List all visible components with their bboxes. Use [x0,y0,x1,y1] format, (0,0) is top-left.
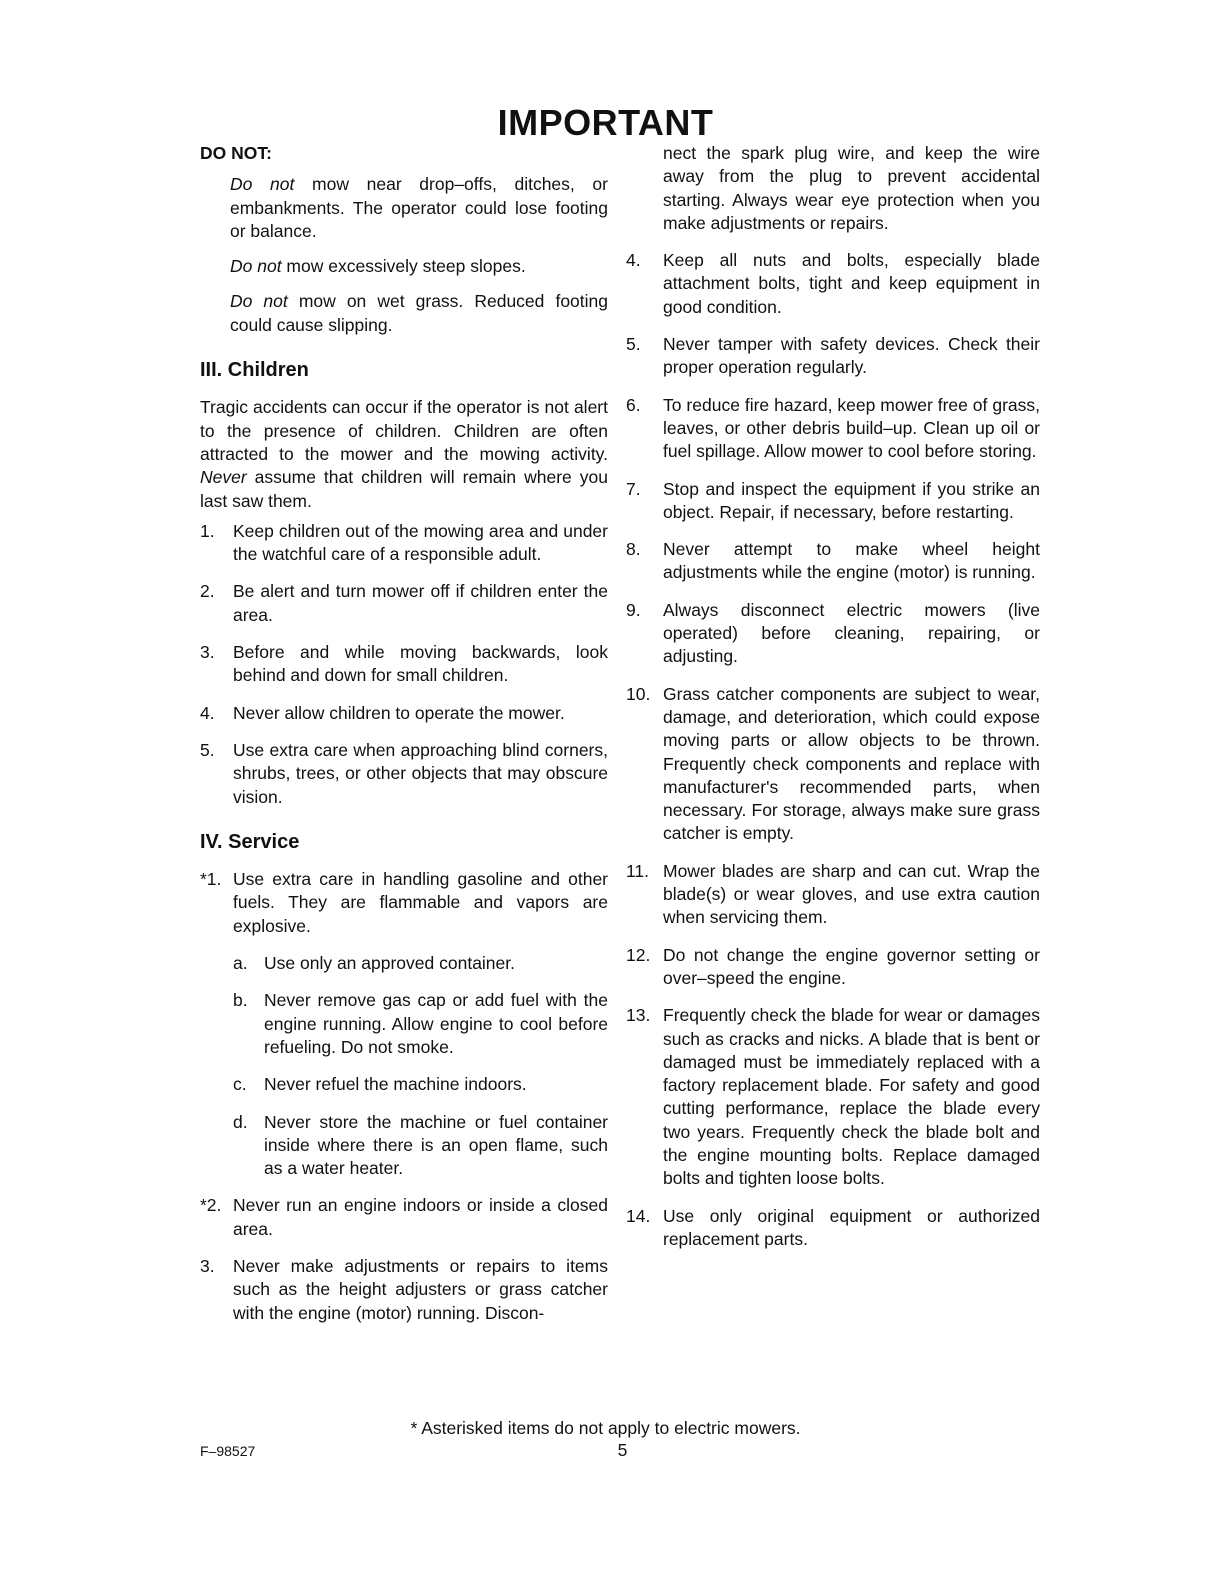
list-item [626,683,1040,846]
item-text: Mower blades are sharp and can cut. Wrap the blade(s) or wear gloves, and use extra caution when servicing them. [663,860,1040,928]
item-text: Never tamper with safety devices. Check their proper operation regularly. [663,334,1040,378]
list-item [626,860,1040,930]
list-item [626,333,1040,380]
do-not-heading: DO NOT: [200,143,272,163]
item-text: Never attempt to make wheel height adjustments while the engine (motor) is running. [663,539,1040,583]
item-text: Use only original equipment or authorized replacement parts. [663,1205,1040,1249]
item-text: Never make adjustments or repairs to items such as the height adjusters or grass catcher with the engine (motor) running. Discon- [233,1255,608,1323]
sub-item-letter: b. [233,990,248,1011]
item-number: 4. [200,702,215,723]
list-item [626,599,1040,669]
sub-item [233,989,608,1059]
do-not-emphasis: Do not [230,174,295,195]
sub-item-text: Use only an approved container. [264,953,515,974]
item-number: 5. [626,334,641,355]
item-number: 1. [200,520,215,541]
list-item [200,702,608,725]
list-item [626,944,1040,991]
list-item [626,1004,1040,1190]
item-number: 9. [626,599,641,620]
children-heading: III. Children [200,359,309,382]
item-number: 6. [626,394,641,415]
list-item [626,249,1040,319]
do-not-item [230,255,608,278]
item-text: Be alert and turn mower off if children enter the area. [233,581,608,625]
sub-item [233,1073,608,1096]
list-item [200,580,608,627]
item-number: 14. [626,1205,651,1226]
children-intro-text-end: assume that children will remain where you last saw them. [200,467,608,511]
sub-item-letter: d. [233,1111,248,1132]
item-number: 4. [626,250,641,271]
sub-item-text: Never store the machine or fuel container inside where there is an open flame, such as a water heater. [264,1111,608,1179]
sub-item-text: Never remove gas cap or add fuel with the engine running. Allow engine to cool before refueling. Do not smoke. [264,990,608,1057]
list-item [626,1205,1040,1252]
list-item [626,394,1040,464]
page-number: 5 [617,1440,628,1460]
item-number: 2. [200,581,215,602]
children-intro-emphasis: Never [200,467,247,488]
sub-item-letter: a. [233,953,248,974]
item-text: Never run an engine indoors or inside a closed area. [233,1195,608,1239]
item-number: 5. [200,739,215,760]
sub-item [233,1111,608,1181]
item-number: 12. [626,944,651,965]
item-number: 3. [200,1255,215,1276]
children-intro-text: Tragic accidents can occur if the operator is not alert to the presence of children. Children are often attracted to the mower and the mowing activity. [200,397,608,464]
footnote: * Asterisked items do not apply to electric mowers. [410,1418,801,1438]
item-text: Use extra care in handling gasoline and other fuels. They are flammable and vapors are explosive. [233,869,608,936]
list-item [626,478,1040,525]
do-not-text: mow near drop–offs, ditches, or embankments. The operator could lose footing or balance. [230,174,608,241]
list-item [200,739,608,809]
item-text: To reduce fire hazard, keep mower free of grass, leaves, or other debris build–up. Clean up oil or fuel spillage. Allow mower to cool before storing. [663,394,1040,462]
right-column [626,142,1040,1265]
item-text: Before and while moving backwards, look behind and down for small children. [233,642,608,686]
do-not-text: mow excessively steep slopes. [281,256,526,277]
list-item [200,1194,608,1241]
children-intro [200,396,608,512]
list-item [200,1255,608,1325]
item-number: *1. [200,869,222,890]
item-number: 10. [626,683,651,704]
item-number: *2. [200,1195,222,1216]
left-column [200,142,608,1339]
continuation-text: nect the spark plug wire, and keep the wire away from the plug to prevent accidental starting. Always wear eye protection when you make adjustments or repairs. [663,143,1040,233]
item-number: 13. [626,1005,651,1026]
item-text: Keep children out of the mowing area and under the watchful care of a responsible adult. [233,520,608,565]
page-title: IMPORTANT [497,102,714,143]
sub-item [233,952,608,975]
item-number: 3. [200,642,215,663]
list-item [200,520,608,567]
do-not-emphasis: Do not [230,291,288,312]
item-number: 8. [626,539,641,560]
document-code: F–98527 [200,1443,256,1459]
do-not-emphasis: Do not [230,256,282,277]
item-number: 11. [626,860,650,881]
item-text: Frequently check the blade for wear or damages such as cracks and nicks. A blade that is bent or damaged must be immediately replaced with a factory replacement blade. For safety and good cutting performance, replace the blade every two years. Frequently check the blade bolt and the engine mounting bolts. Replace damaged bolts and tighten loose bolts. [663,1005,1040,1189]
list-item [626,538,1040,585]
list-item [200,641,608,688]
service-heading: IV. Service [200,830,300,853]
item-text: Do not change the engine governor setting or over–speed the engine. [663,944,1040,988]
item-number: 7. [626,478,641,499]
do-not-text: mow on wet grass. Reduced footing could cause slipping. [230,291,608,335]
item-text: Stop and inspect the equipment if you strike an object. Repair, if necessary, before restarting. [663,478,1040,522]
item-text: Always disconnect electric mowers (live operated) before cleaning, repairing, or adjusting. [663,599,1040,667]
sub-item-letter: c. [233,1074,247,1095]
item-text: Grass catcher components are subject to wear, damage, and deterioration, which could expose moving parts or allow objects to be thrown. Frequently check components and replace with manufacturer's recommended parts, when necessary. For storage, always make sure grass catcher is empty. [663,683,1040,844]
item-text: Never allow children to operate the mower. [233,702,565,723]
item-text: Keep all nuts and bolts, especially blade attachment bolts, tight and keep equipment in good condition. [663,250,1040,317]
do-not-item [230,290,608,337]
do-not-item [230,173,608,243]
item-text: Use extra care when approaching blind corners, shrubs, trees, or other objects that may obscure vision. [233,739,608,807]
sub-item-text: Never refuel the machine indoors. [264,1074,527,1095]
list-item [200,868,608,938]
